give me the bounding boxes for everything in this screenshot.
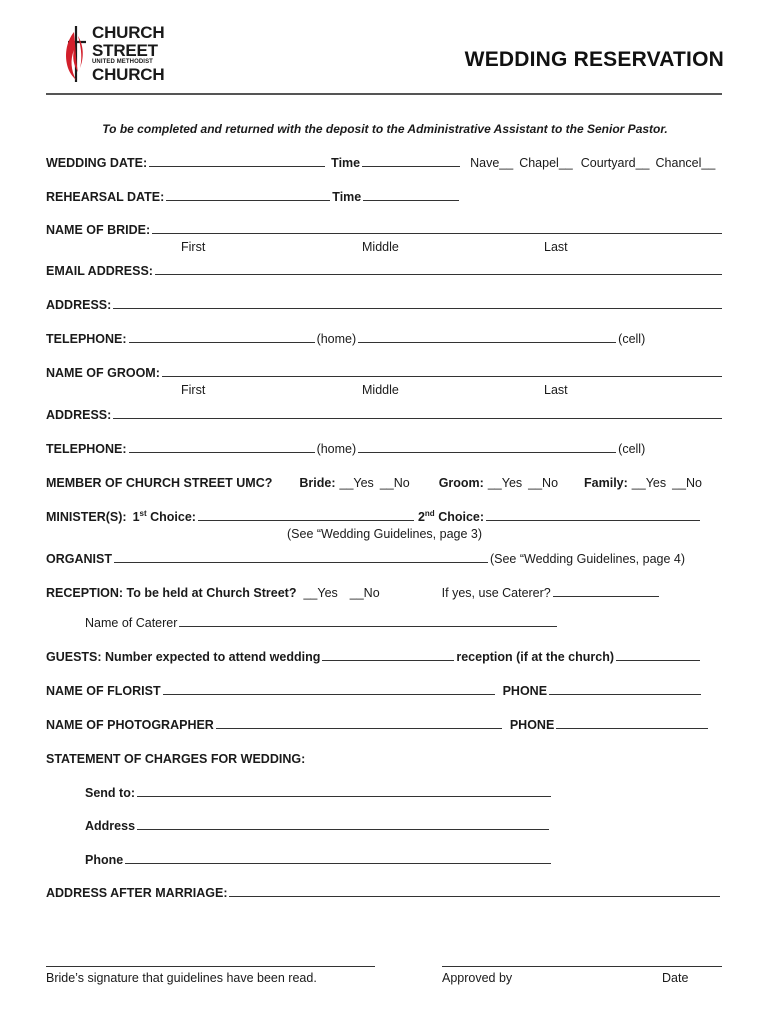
approval-signature-line[interactable] (442, 966, 722, 967)
guests-row (46, 650, 724, 664)
reception-row (46, 586, 724, 600)
approved-by-caption: Approved by (442, 971, 513, 985)
wedding-time-field[interactable] (362, 156, 460, 167)
guests-reception-field[interactable] (616, 650, 700, 661)
member-family-label: Family: (584, 476, 628, 490)
member-family-no[interactable]: __No (672, 476, 702, 490)
minister-second-choice-field[interactable] (486, 510, 700, 521)
send-to-field[interactable] (137, 786, 551, 797)
venue-chapel[interactable]: Chapel__ (519, 156, 573, 170)
church-logo (62, 22, 174, 84)
send-to-row (85, 786, 724, 800)
minister-first-choice-label: 1st Choice: (132, 508, 196, 524)
after-marriage-field[interactable] (229, 886, 720, 897)
rehearsal-time-field[interactable] (363, 190, 459, 201)
bride-name-field[interactable] (152, 223, 722, 234)
organist-field[interactable] (114, 552, 488, 563)
minister-row (46, 510, 724, 524)
groom-last-caption: Last (544, 383, 568, 397)
florist-label: NAME OF FLORIST (46, 684, 161, 698)
photographer-label: NAME OF PHOTOGRAPHER (46, 718, 214, 732)
caterer-name-field[interactable] (179, 616, 557, 627)
groom-home-phone-field[interactable] (129, 442, 315, 453)
email-label: EMAIL ADDRESS: (46, 264, 153, 278)
groom-name-field[interactable] (162, 366, 722, 377)
bride-address-row (46, 298, 724, 312)
logo-line-1: CHURCH (92, 23, 165, 42)
bride-telephone-label: TELEPHONE: (46, 332, 127, 346)
wedding-date-label: WEDDING DATE: (46, 156, 148, 170)
organist-row (46, 552, 724, 566)
organist-label: ORGANIST (46, 552, 112, 566)
after-marriage-row (46, 886, 722, 900)
statement-label: STATEMENT OF CHARGES FOR WEDDING: (46, 752, 306, 766)
logo-line-4: CHURCH (92, 65, 165, 84)
florist-phone-field[interactable] (549, 684, 701, 695)
rehearsal-date-field[interactable] (166, 190, 330, 201)
minister-label: MINISTER(S): (46, 510, 127, 524)
florist-phone-label: PHONE (502, 684, 548, 698)
photographer-row (46, 718, 724, 732)
statement-address-label: Address (85, 819, 136, 833)
caterer-name-row (85, 616, 724, 630)
groom-name-label: NAME OF GROOM: (46, 366, 160, 380)
bride-cell-phone-field[interactable] (358, 332, 616, 343)
intro-instructions: To be completed and returned with the deposit to the Administrative Assistant to the Senior Pastor. (102, 122, 668, 136)
member-family-yes[interactable]: __Yes (631, 476, 667, 490)
groom-cell-caption: (cell) (618, 442, 646, 456)
statement-address-row (85, 819, 724, 833)
bride-middle-caption: Middle (362, 240, 399, 254)
bride-home-phone-field[interactable] (129, 332, 315, 343)
groom-address-row (46, 408, 724, 422)
rehearsal-date-label: REHEARSAL DATE: (46, 190, 165, 204)
bride-last-caption: Last (544, 240, 568, 254)
organist-note: (See “Wedding Guidelines, page 4) (489, 552, 686, 566)
statement-address-field[interactable] (137, 819, 549, 830)
minister-second-choice-label: 2nd Choice: (417, 508, 485, 524)
caterer-name-label: Name of Caterer (85, 616, 178, 630)
email-row (46, 264, 724, 278)
bride-signature-line[interactable] (46, 966, 375, 967)
member-bride-yes[interactable]: __Yes (339, 476, 374, 490)
wedding-date-field[interactable] (149, 156, 325, 167)
venue-nave[interactable]: Nave__ (470, 156, 514, 170)
groom-address-label: ADDRESS: (46, 408, 112, 422)
groom-home-caption: (home) (316, 442, 357, 456)
caterer-answer-field[interactable] (553, 586, 659, 597)
minister-first-choice-field[interactable] (198, 510, 414, 521)
member-bride-no[interactable]: __No (379, 476, 410, 490)
bride-name-label: NAME OF BRIDE: (46, 223, 151, 237)
guests-wedding-field[interactable] (322, 650, 454, 661)
wedding-time-label: Time (331, 156, 361, 170)
bride-telephone-row (46, 332, 724, 346)
bride-cell-caption: (cell) (618, 332, 646, 346)
member-groom-no[interactable]: __No (528, 476, 559, 490)
wedding-date-row (46, 156, 724, 170)
member-bride-label: Bride: (299, 476, 336, 490)
header-rule (46, 93, 722, 95)
member-row (46, 476, 724, 490)
logo-line-3: UNITED METHODIST (92, 59, 153, 65)
florist-name-field[interactable] (163, 684, 495, 695)
rehearsal-time-label: Time (332, 190, 362, 204)
member-groom-yes[interactable]: __Yes (487, 476, 523, 490)
statement-phone-row (85, 853, 724, 867)
bride-address-field[interactable] (113, 298, 722, 309)
florist-row (46, 684, 724, 698)
member-groom-label: Groom: (438, 476, 484, 490)
photographer-phone-field[interactable] (556, 718, 708, 729)
photographer-phone-label: PHONE (509, 718, 555, 732)
groom-name-row (46, 366, 724, 380)
cross-and-flame-icon (62, 22, 92, 84)
statement-phone-field[interactable] (125, 853, 551, 864)
reception-no[interactable]: __No (349, 586, 380, 600)
groom-cell-phone-field[interactable] (358, 442, 616, 453)
groom-middle-caption: Middle (362, 383, 399, 397)
bride-home-caption: (home) (316, 332, 357, 346)
bride-address-label: ADDRESS: (46, 298, 112, 312)
page-title: WEDDING RESERVATION (464, 48, 724, 71)
bride-signature-caption: Bride’s signature that guidelines have been read. (46, 971, 317, 985)
statement-row (46, 752, 724, 766)
groom-address-field[interactable] (113, 408, 722, 419)
venue-courtyard[interactable]: Courtyard__ (580, 156, 650, 170)
send-to-label: Send to: (85, 786, 135, 800)
photographer-name-field[interactable] (216, 718, 502, 729)
after-marriage-label: ADDRESS AFTER MARRIAGE: (46, 886, 228, 900)
member-label: MEMBER OF CHURCH STREET UMC? (46, 476, 273, 490)
groom-telephone-row (46, 442, 724, 456)
minister-note: (See “Wedding Guidelines, page 3) (287, 527, 483, 541)
groom-first-caption: First (181, 383, 206, 397)
reception-yes[interactable]: __Yes (303, 586, 338, 600)
rehearsal-row (46, 190, 724, 204)
bride-name-row (46, 223, 724, 237)
statement-phone-label: Phone (85, 853, 124, 867)
reception-label: RECEPTION: To be held at Church Street? (46, 586, 297, 600)
bride-first-caption: First (181, 240, 206, 254)
venue-chancel[interactable]: Chancel__ (655, 156, 716, 170)
groom-telephone-label: TELEPHONE: (46, 442, 127, 456)
guests-reception-label: reception (if at the church) (456, 650, 614, 664)
logo-line-2: STREET (92, 41, 158, 60)
date-caption: Date (662, 971, 689, 985)
caterer-question: If yes, use Caterer? (441, 586, 551, 600)
email-field[interactable] (155, 264, 722, 275)
guests-label: GUESTS: Number expected to attend wedding (46, 650, 321, 664)
